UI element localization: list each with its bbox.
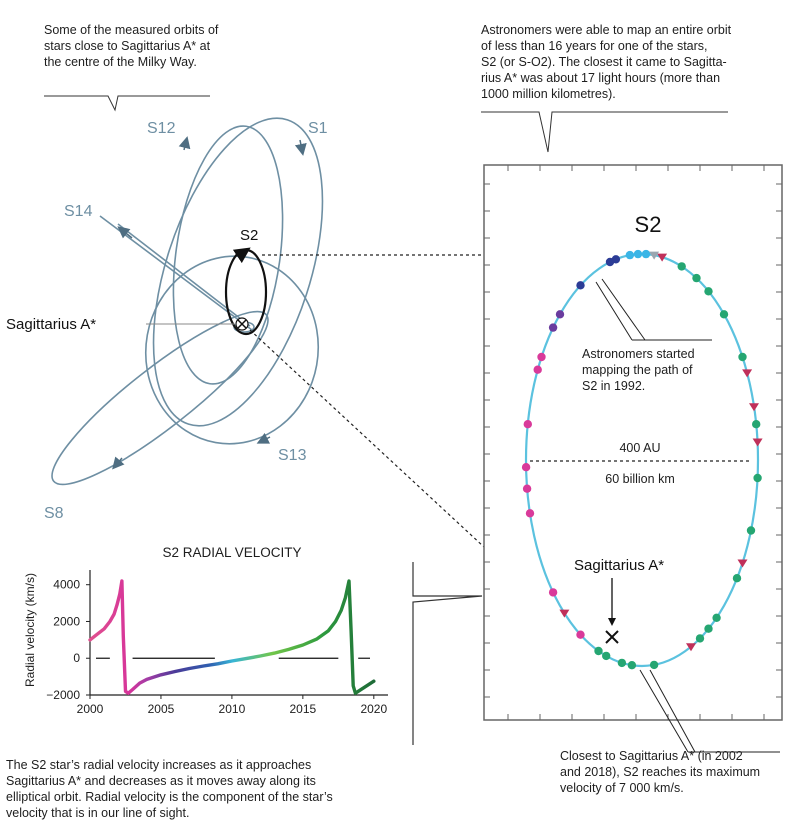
observation-dot [618, 659, 626, 667]
observation-dot [733, 574, 741, 582]
observation-dot [704, 287, 712, 295]
x-tick-label: 2005 [147, 702, 175, 716]
observation-dot [650, 661, 658, 669]
observation-dot [704, 625, 712, 633]
width-km-label: 60 billion km [605, 472, 675, 486]
map-note-callout-line [481, 112, 728, 152]
label-s1: S1 [308, 120, 328, 137]
observation-dot [692, 274, 700, 282]
s2-panel [484, 165, 782, 720]
label-s8: S8 [44, 505, 64, 522]
orbit-arrows [116, 140, 302, 465]
x-tick-label: 2020 [360, 702, 388, 716]
intro-text: Some of the measured orbits of stars close to Sagittarius A* at the centre of the Milky Way. [44, 23, 219, 69]
observation-dot [712, 614, 720, 622]
observation-dot [523, 485, 531, 493]
observation-dot [628, 661, 636, 669]
y-tick-label: 4000 [53, 577, 80, 592]
width-au-label: 400 AU [619, 441, 661, 455]
observation-dot [606, 258, 614, 266]
observation-dot [594, 647, 602, 655]
closest-note-text: Closest to Sagittarius A* (in 2002 and 2018), S2 reaches its maximum velocity of 7 000 km/s. [560, 749, 761, 795]
velocity-chart [23, 545, 388, 716]
intro-callout-line [44, 96, 210, 110]
observation-dot [634, 250, 642, 258]
s1-arrow-icon [300, 140, 302, 150]
chart-axes [86, 570, 388, 699]
observation-dot [602, 652, 610, 660]
map-note-text: Astronomers were able to map an entire orbit of less than 16 years for one of the stars, S2 (or S-O2). The closest it came to Sagitta- rius A* was about 17 light hours (more than 1000 million kilometres). [481, 23, 732, 101]
observation-dot [642, 250, 650, 258]
observation-dot [526, 509, 534, 517]
observation-dot [537, 353, 545, 361]
label-s12: S12 [147, 120, 176, 137]
s2-title: S2 [634, 212, 662, 237]
s13-arrow-icon [262, 437, 270, 441]
observation-dot [720, 310, 728, 318]
chart-title: S2 RADIAL VELOCITY [162, 545, 302, 560]
observation-dot [549, 588, 557, 596]
start-note-line2: mapping the path of [582, 363, 693, 377]
velocity-series-line [90, 581, 374, 693]
orbit-s13 [131, 242, 333, 457]
observation-dot [753, 474, 761, 482]
label-s13: S13 [278, 447, 307, 464]
x-tick-label: 2010 [218, 702, 246, 716]
x-tick-label: 2015 [289, 702, 317, 716]
label-sagittarius-right: Sagittarius A* [574, 557, 665, 574]
label-sagittarius-left: Sagittarius A* [6, 316, 97, 333]
label-s14: S14 [64, 203, 93, 220]
observation-dot [534, 366, 542, 374]
observation-dot [678, 262, 686, 270]
observation-dot [556, 310, 564, 318]
orbits-panel [35, 98, 356, 505]
chart-ylabel: Radial velocity (km/s) [23, 572, 37, 688]
y-tick-label: 0 [73, 651, 80, 666]
observation-dot [576, 631, 584, 639]
x-tick-label: 2000 [76, 702, 104, 716]
observation-dot [626, 251, 634, 259]
observation-dot [524, 420, 532, 428]
s12-arrow-icon [184, 142, 186, 150]
y-tick-label: 2000 [53, 614, 80, 629]
velocity-note-text: The S2 star’s radial velocity increases as it approaches Sagittarius A* and decreases as it moves away along its elliptical orbit. Radial velocity is the component of the star’s velocity that is in our line of sight. [6, 758, 333, 820]
observation-dot [752, 420, 760, 428]
start-note-line3: S2 in 1992. [582, 379, 646, 393]
observation-dot [747, 526, 755, 534]
observation-dot [696, 634, 704, 642]
observation-dot [738, 353, 746, 361]
label-s2: S2 [240, 227, 259, 244]
observation-dot [522, 463, 530, 471]
start-note-line1: Astronomers started [582, 347, 695, 361]
observation-dot [576, 281, 584, 289]
y-tick-label: −2000 [46, 688, 80, 702]
observation-dot [549, 323, 557, 331]
chart-bracket [413, 562, 482, 745]
